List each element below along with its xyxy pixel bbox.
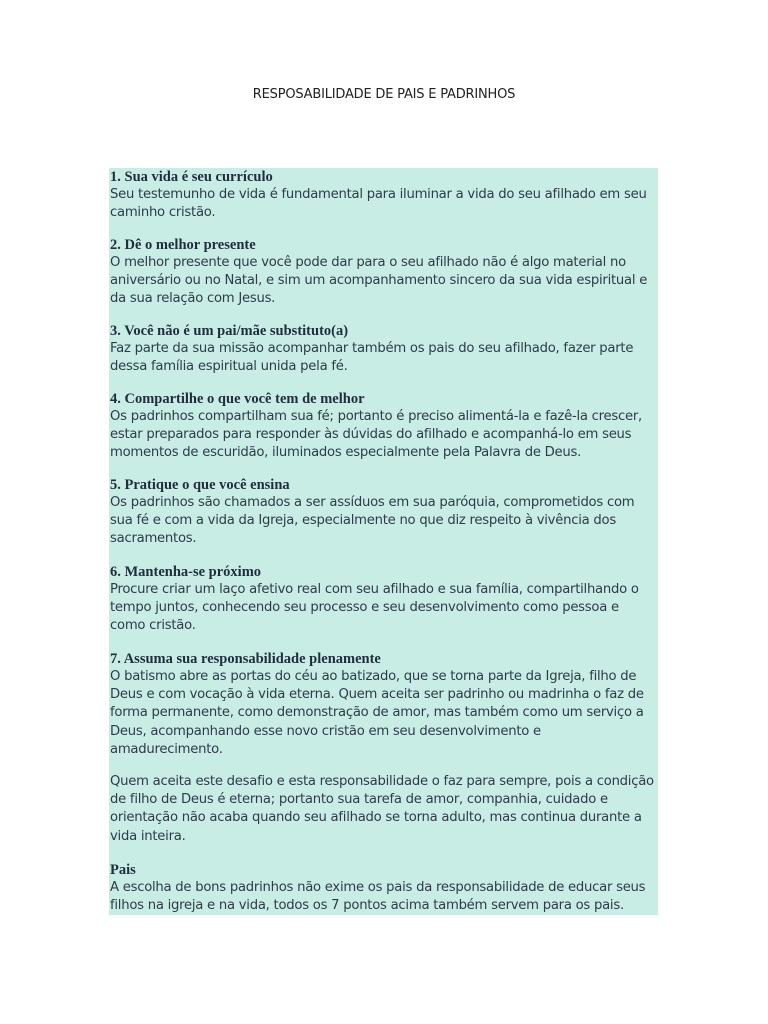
section-line: Procure criar um laço afetivo real com seu afilhado e sua família, compartilhando o (110, 582, 639, 597)
section-line: O melhor presente que você pode dar para o seu afilhado não é algo material no (110, 255, 626, 270)
section-4 (110, 390, 658, 463)
section-heading: 4. Compartilhe o que você tem de melhor (110, 391, 365, 407)
section-heading: 7. Assuma sua responsabilidade plenamente (110, 651, 381, 667)
section-6 (110, 563, 658, 636)
section-line: Os padrinhos são chamados a ser assíduos em sua paróquia, comprometidos com (110, 495, 635, 510)
document-title: RESPOSABILIDADE DE PAIS E PADRINHOS (252, 87, 516, 102)
section-line: Seu testemunho de vida é fundamental para iluminar a vida do seu afilhado em seu (110, 187, 647, 202)
section-1 (110, 168, 658, 222)
section-line: Os padrinhos compartilham sua fé; portanto é preciso alimentá-la e fazê-la crescer, (110, 409, 643, 424)
closing-paragraph (110, 773, 658, 846)
section-heading: 3. Você não é um pai/mãe substituto(a) (110, 323, 349, 339)
section-line: caminho cristão. (110, 205, 216, 221)
section-line: amadurecimento. (110, 741, 223, 757)
section-heading: 2. Dê o melhor presente (110, 237, 256, 253)
section-heading: 1. Sua vida é seu currículo (110, 169, 273, 185)
paragraph-line: vida inteira. (110, 828, 186, 844)
section-7 (110, 650, 658, 759)
section-line: forma permanente, como demonstração de amor, mas também como um serviço a (110, 705, 644, 721)
section-line: sacramentos. (110, 531, 197, 547)
section-2 (110, 236, 658, 309)
paragraph-line: Quem aceita este desafio e esta responsabilidade o faz para sempre, pois a condição (110, 774, 654, 789)
section-pais (110, 861, 658, 915)
section-line: tempo juntos, conhecendo seu processo e seu desenvolvimento como pessoa e (110, 600, 619, 616)
section-heading: Pais (110, 862, 136, 878)
section-line: filhos na igreja e na vida, todos os 7 pontos acima também servem para os pais. (110, 898, 624, 914)
paragraph-line: de filho de Deus é eterna; portanto sua tarefa de amor, companhia, cuidado e (110, 792, 608, 808)
section-line: O batismo abre as portas do céu ao batizado, que se torna parte da Igreja, filho de (110, 669, 637, 684)
section-3 (110, 322, 658, 376)
section-line: estar preparados para responder às dúvidas do afilhado e acompanhá-lo em seus (110, 427, 632, 443)
paragraph-line: orientação não acaba quando seu afilhado se torna adulto, mas continua durante a (110, 810, 642, 826)
section-line: sua fé e com a vida da Igreja, especialmente no que diz respeito à vivência dos (110, 513, 616, 529)
section-heading: 5. Pratique o que você ensina (110, 477, 290, 493)
section-line: da sua relação com Jesus. (110, 291, 276, 307)
section-line: Faz parte da sua missão acompanhar também os pais do seu afilhado, fazer parte (110, 341, 634, 356)
section-line: dessa família espiritual unida pela fé. (110, 359, 348, 375)
section-line: A escolha de bons padrinhos não exime os pais da responsabilidade de educar seus (110, 880, 646, 895)
section-line: Deus e com vocação à vida eterna. Quem aceita ser padrinho ou madrinha o faz de (110, 687, 644, 703)
section-heading: 6. Mantenha-se próximo (110, 564, 262, 580)
section-5 (110, 476, 658, 549)
section-line: aniversário ou no Natal, e sim um acompanhamento sincero da sua vida espiritual e (110, 273, 648, 289)
section-line: momentos de escuridão, iluminados especialmente pela Palavra de Deus. (110, 445, 582, 461)
section-line: como cristão. (110, 618, 196, 634)
section-line: Deus, acompanhando esse novo cristão em seu desenvolvimento e (110, 723, 541, 739)
